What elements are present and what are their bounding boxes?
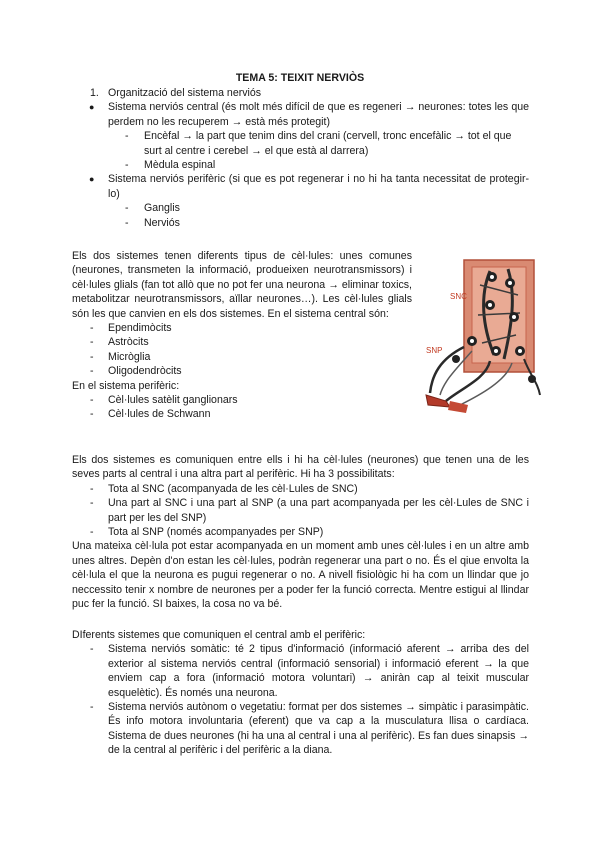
systems-intro: DIferents sistemes que comuniquen el central amb el perifèric: — [72, 629, 366, 641]
communication-section — [72, 453, 529, 611]
central-sub-item: - Mèdula espinal — [125, 159, 216, 172]
glial-item: - Micròglia — [90, 350, 151, 363]
peripheral-sub-item: - Nerviós — [125, 216, 180, 229]
glial-item: - Oligodendròcits — [90, 365, 182, 378]
snp-label: SNP — [426, 346, 443, 355]
communication-intro: Els dos sistemes es comuniquen entre ells i hi ha cèl·lules (neurones) que tenen una de les seves parts al central i una altra part al perifèric. Hi ha 3 possibilitats: — [72, 454, 529, 481]
peripheral-intro: En el sistema perifèric: — [72, 379, 180, 392]
systems-section — [72, 628, 529, 758]
bullet-marker: ● — [89, 174, 95, 185]
system-item: - Sistema nerviós autònom o vegetatiu: format per dos sistemes → simpàtic i parasimpàtic. És info motora involuntaria (eferent) que va cap a la musculatura llisa o cardíaca. Sistema de dues neurones (hi ha una al central i una al perifèric). Es fan dues sinapsis → de la central al perifèric i del perifèric a la diana. — [90, 701, 529, 757]
option-item: - Tota al SNP (només acompanyades per SNP) — [90, 526, 324, 539]
bullet-marker: ● — [89, 102, 95, 113]
glial-item: - Cèl·lules de Schwann — [90, 408, 211, 421]
outline-bullet-central: ● Sistema nerviós central (és molt més difícil de que es regeneri → neurones: totes les que perdem no les recuperem → està més protegit) — [89, 101, 529, 128]
page-title: TEMA 5: TEIXIT NERVIÒS — [235, 72, 365, 84]
option-item: - Una part al SNC i una part al SNP (a una part acompanyada per les cèl·Lules de SNC i part per les del SNP) — [90, 497, 529, 524]
outline-bullet-peripheral: ● Sistema nerviós perifèric (si que es pot regenerar i no hi ha tanta necessitat de protegir-lo) — [89, 173, 529, 200]
system-item: - Sistema nerviós somàtic: té 2 tipus d'informació (informació aferent → arriba des del exterior al sistema nerviós central (informació sensorial) i informació eferent → la que enviem cap a fora (informació motora voluntari) → aniràn cap al teixit muscular esquelètic). És només una neurona. — [90, 643, 529, 699]
nervous-system-illustration — [420, 255, 545, 420]
snc-label: SNC — [450, 292, 467, 301]
central-sub-item: - Encèfal → la part que tenim dins del crani (cervell, tronc encefàlic → tot el que surt al centre i cerebel → el que està al darrera) — [125, 130, 512, 157]
glial-item: - Astròcits — [90, 336, 149, 349]
glial-item: - Ependimòcits — [90, 322, 172, 335]
outline-item-1: 1. Organització del sistema nerviós — [90, 87, 262, 99]
list-number: 1. — [90, 87, 99, 99]
peripheral-sub-item: - Ganglis — [125, 202, 180, 215]
outline-section — [72, 86, 529, 230]
communication-closing: Una mateixa cèl·lula pot estar acompanyada en un moment amb unes cèl·lules i en un altre amb unes altres. Depèn d'on estan les cèl·lules, podràn regenerar una part o no. És el qiue envolta la cèl·lula el que la neurona es pugui regenerar o no. A nivell fisiològic hi ha com un llindar que jo neccessito tenir x nombre de neurones per a poder fer la funció correcta. Mentre estigui al llindar puc fer la funció. SI baixes, la cosa no va bé. — [72, 540, 529, 611]
glial-item: - Cèl·lules satèlit ganglionars — [90, 394, 238, 407]
cells-intro: Els dos sistemes tenen diferents tipus de cèl·lules: unes comunes (neurones, transmeten la informació, produeixen neurotransmissors) i cèl·lules glials (fan tot allò que no pot fer una neurona → eliminar toxics, metabolitzar neurotransmissors, aïllar neurones…). Les cèl·lules glials són les que canvien en els dos sistemes. En el sistema central són: — [72, 250, 412, 320]
option-item: - Tota al SNC (acompanyada de les cèl·Lules de SNC) — [90, 482, 358, 495]
